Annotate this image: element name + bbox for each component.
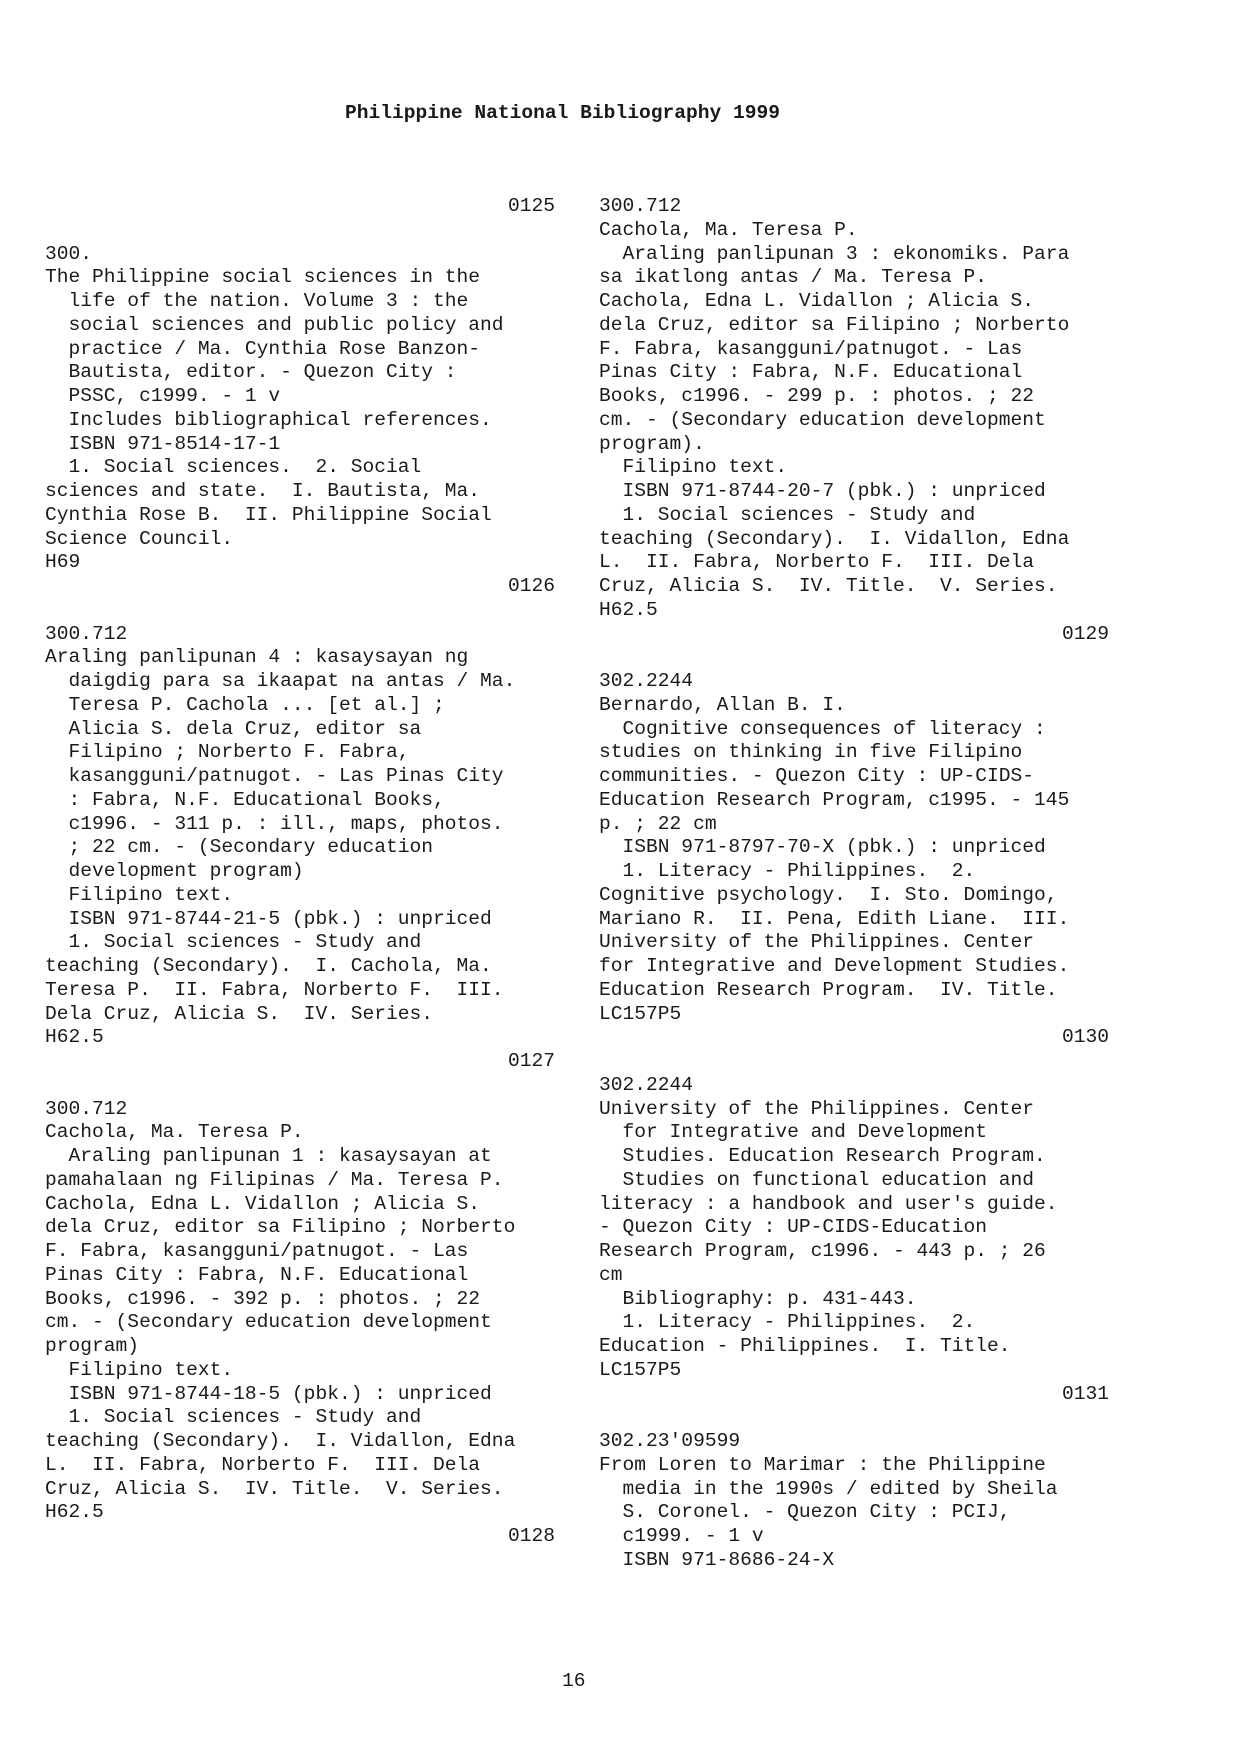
entry-line: : Fabra, N.F. Educational Books, [45, 788, 445, 811]
entry-line: L. II. Fabra, Norberto F. III. Dela [45, 1453, 481, 1476]
entry-line: Cachola, Ma. Teresa P. [45, 1121, 304, 1144]
entry-line: ISBN 971-8797-70-X (pbk.) : unpriced [599, 836, 1046, 859]
entry-line: Dela Cruz, Alicia S. IV. Series. [45, 1002, 434, 1025]
entry-line: H62.5 [45, 1026, 104, 1049]
entry-line: c1996. - 311 p. : ill., maps, photos. [45, 812, 504, 835]
entry-line: Science Council. [45, 527, 234, 550]
entry-line: Teresa P. II. Fabra, Norberto F. III. [45, 978, 504, 1001]
entry-line: social sciences and public policy and [45, 313, 504, 336]
entry-line: Bernardo, Allan B. I. [599, 693, 846, 716]
entry-line: Books, c1996. - 299 p. : photos. ; 22 [599, 385, 1035, 407]
entry-line: communities. - Quezon City : UP-CIDS- [599, 765, 1035, 787]
entry-number: 0126 [507, 575, 555, 597]
entry-line: practice / Ma. Cynthia Rose Banzon- [45, 337, 481, 360]
entry-line: Filipino ; Norberto F. Fabra, [45, 741, 410, 764]
entry-line: H62.5 [599, 598, 658, 621]
bibliography-column-right [599, 195, 1109, 1573]
entry-line: Bautista, editor. - Quezon City : [45, 361, 457, 384]
entry-line: teaching (Secondary). I. Vidallon, Edna [599, 527, 1070, 550]
entry-line: pamahalaan ng Filipinas / Ma. Teresa P. [45, 1168, 504, 1191]
entry-line: ISBN 971-8686-24-X [599, 1548, 835, 1571]
entry-line: Cachola, Ma. Teresa P. [599, 218, 858, 241]
entry-line: H69 [45, 551, 81, 574]
blank-line [599, 1050, 1109, 1074]
entry-line: Bibliography: p. 431-443. [599, 1287, 917, 1310]
entry-line: 1. Literacy - Philippines. 2. [599, 860, 976, 882]
entry-line: kasangguni/patnugot. - Las Pinas City [45, 765, 504, 787]
entry-line: sa ikatlong antas / Ma. Teresa P. [599, 266, 988, 289]
entry-line: Araling panlipunan 4 : kasaysayan ng [45, 646, 469, 669]
entry-line: Research Program, c1996. - 443 p. ; 26 [599, 1240, 1046, 1262]
blank-line [599, 1406, 1109, 1430]
blank-line [599, 646, 1109, 670]
entry-line: 302.2244 [599, 670, 694, 692]
entry-number: 0125 [507, 195, 555, 217]
entry-line: ISBN 971-8514-17-1 [45, 432, 281, 455]
entry-line: Pinas City : Fabra, N.F. Educational [599, 361, 1023, 384]
entry-number: 0128 [507, 1525, 555, 1547]
entry-line: Mariano R. II. Pena, Edith Liane. III. [599, 907, 1070, 930]
blank-line [45, 599, 555, 623]
bibliography-column-left [45, 195, 555, 1549]
entry-line: development program) [45, 860, 304, 882]
entry-line: Education Research Program. IV. Title. [599, 978, 1058, 1001]
entry-line: Cruz, Alicia S. IV. Title. V. Series. [45, 1477, 504, 1500]
entry-line: 300.712 [599, 195, 682, 217]
entry-line: Teresa P. Cachola ... [et al.] ; [45, 693, 445, 716]
entry-line: dela Cruz, editor sa Filipino ; Norberto [599, 313, 1070, 336]
entry-line: ; 22 cm. - (Secondary education [45, 836, 434, 859]
entry-line: Education Research Program, c1995. - 145 [599, 788, 1070, 811]
entry-line: studies on thinking in five Filipino [599, 741, 1023, 764]
entry-line: 302.23'09599 [599, 1430, 741, 1452]
entry-line: 1. Literacy - Philippines. 2. [599, 1311, 976, 1334]
entry-line: University of the Philippines. Center [599, 1097, 1035, 1120]
entry-line: ISBN 971-8744-20-7 (pbk.) : unpriced [599, 480, 1046, 502]
entry-line: literacy : a handbook and user's guide. [599, 1192, 1058, 1215]
entry-line: - Quezon City : UP-CIDS-Education [599, 1216, 988, 1239]
entry-line: teaching (Secondary). I. Vidallon, Edna [45, 1430, 516, 1452]
entry-line: 300.712 [45, 622, 128, 645]
entry-line: Cognitive psychology. I. Sto. Domingo, [599, 883, 1058, 906]
entry-line: LC157P5 [599, 1358, 682, 1381]
entry-line: 1. Social sciences - Study and [45, 1406, 422, 1429]
entry-line: p. ; 22 cm [599, 812, 717, 835]
entry-line: Filipino text. [45, 883, 234, 906]
entry-line: 1. Social sciences - Study and [45, 931, 422, 954]
entry-line: for Integrative and Development [599, 1121, 988, 1144]
entry-line: Includes bibliographical references. [45, 408, 492, 431]
entry-line: LC157P5 [599, 1002, 682, 1025]
entry-line: Studies. Education Research Program. [599, 1145, 1046, 1167]
entry-line: c1999. - 1 v [599, 1525, 764, 1547]
entry-line: teaching (Secondary). I. Cachola, Ma. [45, 955, 492, 977]
entry-line: program). [599, 432, 705, 455]
blank-line [45, 1074, 555, 1098]
blank-line [45, 219, 555, 243]
entry-line: 302.2244 [599, 1073, 694, 1096]
entry-line: The Philippine social sciences in the [45, 266, 481, 289]
entry-line: cm. - (Secondary education development [599, 408, 1046, 431]
page-number: 16 [562, 1670, 586, 1692]
entry-line: 1. Social sciences. 2. Social [45, 456, 422, 479]
entry-line: program) [45, 1335, 140, 1357]
entry-line: 300. [45, 242, 93, 265]
entry-line: Cachola, Edna L. Vidallon ; Alicia S. [599, 290, 1035, 312]
entry-number: 0129 [1061, 622, 1109, 645]
entry-line: 300.712 [45, 1097, 128, 1120]
entry-line: Alicia S. dela Cruz, editor sa [45, 717, 422, 740]
entry-line: Cachola, Edna L. Vidallon ; Alicia S. [45, 1192, 481, 1215]
entry-line: H62.5 [45, 1501, 104, 1524]
entry-line: F. Fabra, kasangguni/patnugot. - Las [45, 1240, 469, 1262]
entry-line: Cruz, Alicia S. IV. Title. V. Series. [599, 575, 1058, 597]
entry-line: From Loren to Marimar : the Philippine [599, 1453, 1046, 1476]
entry-line: ISBN 971-8744-21-5 (pbk.) : unpriced [45, 907, 492, 930]
entry-line: Studies on functional education and [599, 1168, 1035, 1191]
entry-line: cm. - (Secondary education development [45, 1311, 492, 1334]
entry-line: sciences and state. I. Bautista, Ma. [45, 480, 481, 502]
entry-line: F. Fabra, kasangguni/patnugot. - Las [599, 337, 1023, 360]
page-title: Philippine National Bibliography 1999 [345, 102, 781, 124]
entry-line: Cynthia Rose B. II. Philippine Social [45, 503, 492, 526]
entry-line: Araling panlipunan 3 : ekonomiks. Para [599, 242, 1070, 265]
entry-line: L. II. Fabra, Norberto F. III. Dela [599, 551, 1035, 574]
entry-line: cm [599, 1263, 623, 1286]
entry-line: PSSC, c1999. - 1 v [45, 385, 281, 407]
entry-number: 0131 [1061, 1382, 1109, 1405]
entry-line: Filipino text. [45, 1358, 234, 1381]
entry-number: 0127 [507, 1050, 555, 1072]
entry-line: for Integrative and Development Studies. [599, 955, 1070, 977]
entry-line: Araling panlipunan 1 : kasaysayan at [45, 1145, 492, 1167]
entry-line: Filipino text. [599, 456, 788, 479]
entry-line: media in the 1990s / edited by Sheila [599, 1477, 1058, 1500]
entry-number: 0130 [1061, 1026, 1109, 1049]
entry-line: Pinas City : Fabra, N.F. Educational [45, 1263, 469, 1286]
entry-line: ISBN 971-8744-18-5 (pbk.) : unpriced [45, 1382, 492, 1405]
entry-line: Books, c1996. - 392 p. : photos. ; 22 [45, 1287, 481, 1310]
entry-line: S. Coronel. - Quezon City : PCIJ, [599, 1501, 1011, 1524]
entry-line: Education - Philippines. I. Title. [599, 1335, 1011, 1357]
entry-line: daigdig para sa ikaapat na antas / Ma. [45, 670, 516, 692]
entry-line: Cognitive consequences of literacy : [599, 717, 1046, 740]
entry-line: life of the nation. Volume 3 : the [45, 290, 469, 312]
entry-line: University of the Philippines. Center [599, 931, 1035, 954]
entry-line: dela Cruz, editor sa Filipino ; Norberto [45, 1216, 516, 1239]
entry-line: 1. Social sciences - Study and [599, 503, 976, 526]
